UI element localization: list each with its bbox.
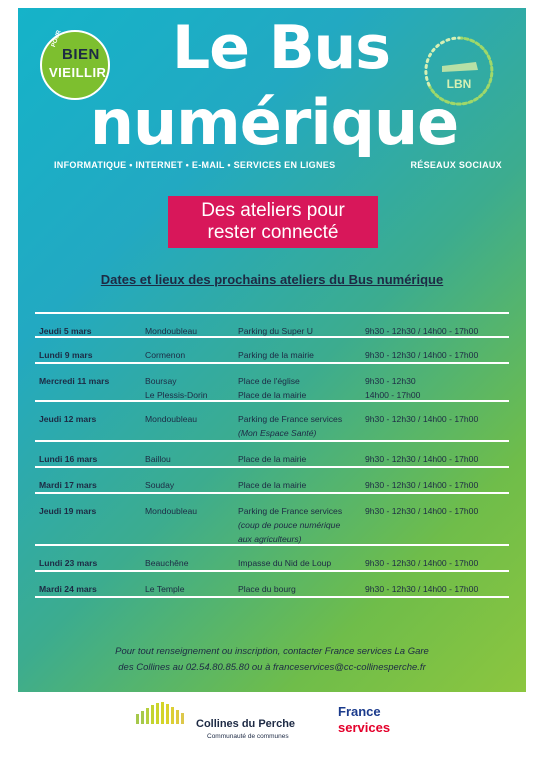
schedule-date: Jeudi 12 mars	[39, 414, 97, 424]
badge-vieillir-text: VIEILLIR	[49, 65, 107, 80]
schedule-town	[145, 556, 189, 570]
slogan-ribbon	[168, 196, 378, 248]
town-name: Baillou	[145, 454, 171, 464]
place-name: Impasse du Nid de Loup	[238, 558, 332, 568]
schedule-time	[365, 478, 478, 492]
schedule-time	[365, 556, 478, 570]
schedule-time	[365, 348, 478, 362]
schedule-date: Jeudi 19 mars	[39, 506, 97, 516]
schedule-date: Mercredi 11 mars	[39, 376, 110, 386]
schedule-row	[35, 364, 509, 402]
schedule-date: Lundi 9 mars	[39, 350, 93, 360]
time-slot: 9h30 - 12h30 / 14h00 - 17h00	[365, 326, 479, 336]
collines-du-perche-name: Collines du Perche	[196, 718, 296, 730]
place-name: Place du bourg	[238, 584, 296, 594]
collines-du-perche-logo-bars	[136, 702, 186, 724]
schedule-town	[145, 324, 197, 338]
contact-line-2: des Collines au 02.54.80.85.80 ou à franceservices@cc-collinesperche.fr	[118, 662, 426, 673]
badge-bien-text: BIEN	[62, 46, 100, 63]
title-line-1: Le Bus	[172, 13, 390, 83]
schedule-town	[145, 374, 208, 402]
time-slot: 9h30 - 12h30 / 14h00 - 17h00	[365, 506, 479, 516]
france-services-word-1: France	[338, 704, 381, 719]
france-services-word-2: services	[338, 720, 391, 735]
schedule-place	[238, 324, 313, 338]
schedule-time	[365, 324, 478, 338]
place-note: (Mon Espace Santé)	[238, 428, 317, 438]
schedule-town	[145, 452, 171, 466]
time-slot: 9h30 - 12h30 / 14h00 - 17h00	[365, 584, 479, 594]
time-slot: 14h00 - 17h00	[365, 390, 421, 400]
schedule-date: Mardi 17 mars	[39, 480, 97, 490]
subtitle-left: INFORMATIQUE • INTERNET • E-MAIL • SERVICES EN LIGNES	[54, 160, 336, 170]
place-name: Place de la mairie	[238, 390, 307, 400]
schedule-date: Lundi 23 mars	[39, 558, 98, 568]
town-name: Mondoubleau	[145, 506, 198, 516]
schedule-date: Lundi 16 mars	[39, 454, 98, 464]
town-name: Mondoubleau	[145, 326, 198, 336]
town-name: Le Plessis-Dorin	[145, 390, 208, 400]
schedule-place	[238, 452, 306, 466]
schedule-place	[238, 504, 348, 546]
schedule-time	[365, 504, 478, 518]
place-name: Parking de la mairie	[238, 350, 314, 360]
schedule-place	[238, 374, 306, 402]
time-slot: 9h30 - 12h30 / 14h00 - 17h00	[365, 414, 479, 424]
lbn-text: LBN	[446, 77, 472, 91]
contact-line-1: Pour tout renseignement ou inscription, contacter France services La Gare	[115, 646, 429, 657]
schedule-row	[35, 402, 509, 442]
services-subtitle	[54, 160, 502, 170]
schedule-place	[238, 556, 331, 570]
time-slot: 9h30 - 12h30 / 14h00 - 17h00	[365, 350, 479, 360]
poster-background	[18, 8, 526, 692]
place-name: Place de la mairie	[238, 480, 307, 490]
place-name: Parking du Super U	[238, 326, 313, 336]
place-name: Parking de France services	[238, 414, 343, 424]
schedule-time	[365, 582, 478, 596]
schedule-place	[238, 412, 342, 440]
schedule-row	[35, 572, 509, 598]
schedule-town	[145, 582, 185, 596]
town-name: Cormenon	[145, 350, 186, 360]
time-slot: 9h30 - 12h30 / 14h00 - 17h00	[365, 558, 479, 568]
schedule-time	[365, 412, 478, 426]
ribbon-line-2: rester connecté	[207, 222, 339, 243]
schedule-town	[145, 504, 197, 518]
schedule-time	[365, 452, 478, 466]
schedule-town	[145, 348, 185, 362]
town-name: Souday	[145, 480, 175, 490]
schedule-town	[145, 412, 197, 426]
place-note: (coup de pouce numérique aux agriculteurs)	[238, 520, 341, 544]
town-name: Boursay	[145, 376, 177, 386]
town-name: Beauchêne	[145, 558, 189, 568]
schedule-row	[35, 468, 509, 494]
town-name: Mondoubleau	[145, 414, 198, 424]
schedule-date: Mardi 24 mars	[39, 584, 97, 594]
town-name: Le Temple	[145, 584, 185, 594]
place-name: Place de l'église	[238, 376, 300, 386]
place-name: Place de la mairie	[238, 454, 307, 464]
schedule-date: Jeudi 5 mars	[39, 326, 92, 336]
section-heading: Dates et lieux des prochains ateliers du Bus numérique	[100, 272, 444, 287]
schedule-row	[35, 338, 509, 364]
time-slot: 9h30 - 12h30	[365, 376, 416, 386]
contact-info	[38, 644, 506, 676]
subtitle-right: RÉSEAUX SOCIAUX	[410, 160, 502, 170]
ribbon-line-1: Des ateliers pour	[201, 200, 345, 221]
schedule-place	[238, 348, 314, 362]
schedule-place	[238, 582, 296, 596]
place-name: Parking de France services	[238, 506, 343, 516]
schedule-time	[365, 374, 420, 402]
schedule-place	[238, 478, 306, 492]
schedule-table	[35, 312, 509, 598]
schedule-town	[145, 478, 174, 492]
lbn-bus-icon	[442, 62, 478, 72]
time-slot: 9h30 - 12h30 / 14h00 - 17h00	[365, 454, 479, 464]
schedule-row	[35, 312, 509, 338]
schedule-row	[35, 546, 509, 572]
schedule-row	[35, 494, 509, 546]
collines-du-perche-subtitle: Communauté de communes	[207, 733, 289, 740]
title-line-2: numérique	[89, 86, 459, 159]
time-slot: 9h30 - 12h30 / 14h00 - 17h00	[365, 480, 479, 490]
badge-pour-text: POUR	[51, 29, 63, 49]
schedule-row	[35, 442, 509, 468]
